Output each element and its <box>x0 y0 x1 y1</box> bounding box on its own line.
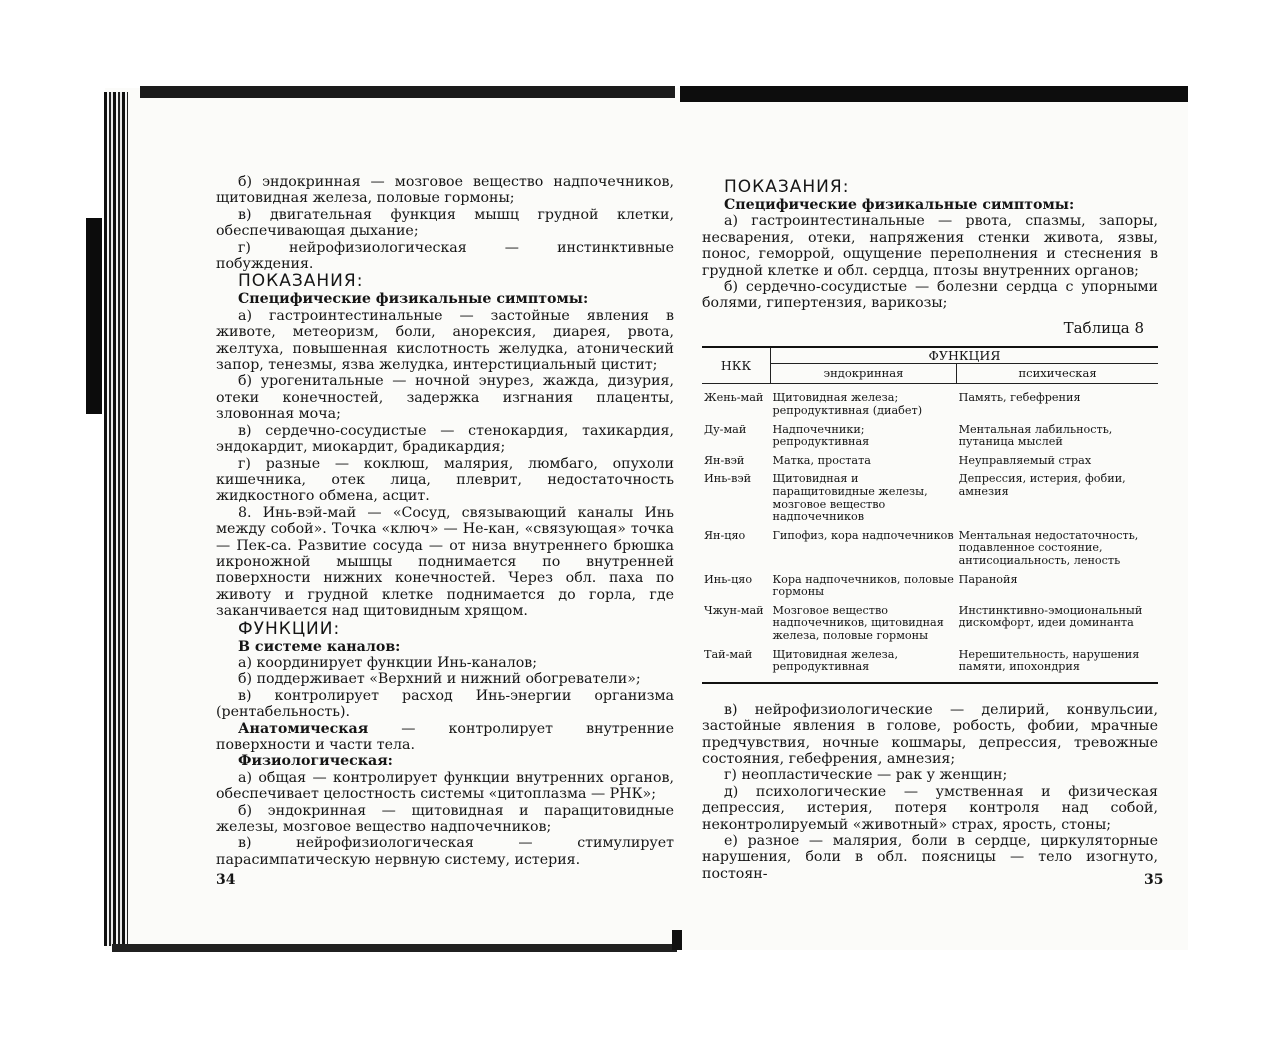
right-page-bottom-text <box>702 702 1158 882</box>
table-cell-nkk: Инь-цяо <box>704 572 753 586</box>
subheading: В системе каналов: <box>238 638 401 655</box>
right-page-top-text <box>702 178 1158 312</box>
paragraph: б) эндокринная — щитовидная и паращитовидные железы, мозговое вещество надпочечников; <box>216 802 674 836</box>
table-cell-nkk: Тай-май <box>704 647 753 661</box>
table-cell-nkk: Ду-май <box>704 422 747 436</box>
table-cell-endocrine: Мозговое вещество надпочечников, щитовидная железа, половые гормоны <box>772 603 944 642</box>
table-cell-psychic: Неуправляемый страх <box>958 453 1092 467</box>
table-row <box>702 392 1158 417</box>
table-row <box>702 467 1158 523</box>
table-bottom-rule <box>702 682 1158 684</box>
table-header-nkk: НКК <box>702 348 771 384</box>
subheading: Специфические физикальные симптомы: <box>238 291 589 308</box>
paragraph-text: в) нейрофизиологическая — стимулирует парасимпатическую нервную систему, истерия. <box>216 835 674 868</box>
scan-shadow <box>86 218 102 414</box>
table-cell-nkk: Жень-май <box>704 391 764 405</box>
table-cell-endocrine: Щитовидная и паращитовидные железы, мозговое вещество надпочечников <box>772 472 928 524</box>
book-binding-edge <box>104 92 128 946</box>
table-cell-psychic: Нерешительность, нарушения памяти, ипохондрия <box>958 647 1140 674</box>
table-cell-endocrine: Щитовидная железа, репродуктивная <box>772 647 898 674</box>
table-caption: Таблица 8 <box>1063 318 1144 337</box>
table-cell-psychic: Депрессия, истерия, фобии, амнезия <box>958 472 1126 498</box>
table-cell-psychic: Ментальная недостаточность, подавленное состояние, антисоциальность, леность <box>958 528 1139 567</box>
paragraph: в) нейрофизиологические — делирий, конвульсии, застойные явления в голове, робость, фобии, мрачные предчувствия, ночные кошмары, депрессия, тревожные состояния, гебефрения, амнезия; <box>702 701 1158 767</box>
section-heading: ПОКАЗАНИЯ: <box>238 271 364 292</box>
table-cell-psychic: Инстинктивно-эмоциональный дискомфорт, идеи доминанта <box>958 603 1143 630</box>
paragraph: б) урогенитальные — ночной энурез, жажда, дизурия, отеки конечностей, задержка изгнания плаценты, зловонная моча; <box>216 373 674 423</box>
table-header-endocrine: эндокринная <box>771 363 957 384</box>
paragraph: д) психологические — умственная и физическая депрессия, истерия, потеря контроля над собой, неконтролируемый «животный» страх, ярость, стоны; <box>702 783 1158 833</box>
paragraph: а) координирует функции Инь-каналов; <box>238 654 538 671</box>
paragraph: в) сердечно-сосудистые — стенокардия, тахикардия, эндокардит, миокардит, брадикардия; <box>216 422 674 456</box>
paragraph: а) гастроинтестинальные — застойные явления в животе, метеоризм, боли, анорексия, диарея, рвота, желтуха, повышенная кислотность желудка, атонический запор, тенезмы, язва желудка, интерстициальный цистит; <box>216 307 674 374</box>
table-row <box>702 568 1158 599</box>
table-cell-psychic: Память, гебефрения <box>958 391 1081 405</box>
table-header-rule <box>702 384 1158 393</box>
table-row <box>702 449 1158 468</box>
paragraph: а) общая — контролирует функции внутренних органов, обеспечивает целостность системы «цитоплазма — РНК»; <box>216 769 674 803</box>
subheading: Физиологическая: <box>238 753 393 770</box>
table-row <box>702 524 1158 568</box>
section-heading: ФУНКЦИИ: <box>238 618 341 639</box>
paragraph: а) гастроинтестинальные — рвота, спазмы, запоры, несварения, отеки, напряжения стенки живота, язвы, понос, геморрой, ощущение переполнения и стеснения в грудной клетке и обл. сердца, птозы внутренних органов; <box>702 213 1158 279</box>
paragraph: г) разные — коклюш, малярия, люмбаго, опухоли кишечника, отек лица, плеврит, недостаточность жидкостного обмена, асцит. <box>216 455 674 505</box>
table-cell-endocrine: Щитовидная железа; репродуктивная (диабет) <box>772 391 923 418</box>
paragraph <box>216 721 674 754</box>
paragraph: 8. Инь-вэй-май — «Сосуд, связывающий каналы Инь между собой». Точка «ключ» — Не-кан, «связующая» точка — Пек-са. Развитие сосуда — от низа внутреннего брюшка икроножной мышцы поднимается по внутренней поверхности нижних конечностей. Через обл. паха по животу и грудной клетке поднимается до горла, где заканчивается над щитовидным хрящом. <box>216 504 674 620</box>
paragraph: в) двигательная функция мышц грудной клетки, обеспечивающая дыхание; <box>216 206 674 240</box>
paragraph-text: — контролирует внутренние поверхности и части тела. <box>216 720 674 753</box>
paragraph: е) разное — малярия, боли в сердце, циркуляторные нарушения, боли в обл. поясницы — тело изогнуто, постоян- <box>702 832 1158 882</box>
paragraph: в) контролирует расход Инь-энергии организма (рентабельность). <box>216 687 674 721</box>
scan-edge-top-left <box>140 86 675 98</box>
table-row <box>702 643 1158 674</box>
table-cell-psychic: Ментальная лабильность, путаница мыслей <box>958 422 1113 449</box>
paragraph: б) эндокринная — мозговое вещество надпочечников, щитовидная железа, половые гормоны; <box>216 174 674 207</box>
scan-edge-top-right <box>680 86 1188 102</box>
scan-edge-bottom <box>112 944 677 952</box>
gutter-mark <box>672 930 682 950</box>
left-page <box>216 174 674 868</box>
paragraph-term: Анатомическая <box>238 720 369 737</box>
paragraph: г) нейрофизиологическая — инстинктивные побуждения. <box>216 239 674 273</box>
table-cell-nkk: Ян-цяо <box>704 528 746 542</box>
paragraph: г) неопластические — рак у женщин; <box>724 767 1008 784</box>
table-cell-nkk: Ян-вэй <box>704 453 745 467</box>
table-row <box>702 418 1158 449</box>
table-cell-nkk: Чжун-май <box>704 603 764 617</box>
right-page-number: 35 <box>1144 872 1164 888</box>
left-page-number: 34 <box>216 872 236 888</box>
table-cell-endocrine: Гипофиз, кора надпочечников <box>772 528 954 542</box>
table-header-function: ФУНКЦИЯ <box>771 348 1159 363</box>
paragraph: б) поддерживает «Верхний и нижний обогреватели»; <box>238 671 641 688</box>
table-cell-endocrine: Матка, простата <box>772 453 871 467</box>
paragraph: б) сердечно-сосудистые — болезни сердца с упорными болями, гипертензия, варикозы; <box>702 279 1158 312</box>
table-cell-endocrine: Кора надпочечников, половые гормоны <box>772 572 954 599</box>
table-cell-psychic: Паранойя <box>958 572 1018 586</box>
functions-table <box>702 348 1158 673</box>
right-page <box>702 178 1158 882</box>
table-row <box>702 599 1158 643</box>
table-cell-endocrine: Надпочечники; репродуктивная <box>772 422 870 449</box>
table-cell-nkk: Инь-вэй <box>704 472 752 486</box>
section-heading: ПОКАЗАНИЯ: <box>724 177 850 197</box>
paragraph <box>216 835 674 868</box>
table-header-psychic: психическая <box>1018 365 1097 380</box>
subheading: Специфические физикальные симптомы: <box>724 197 1075 213</box>
